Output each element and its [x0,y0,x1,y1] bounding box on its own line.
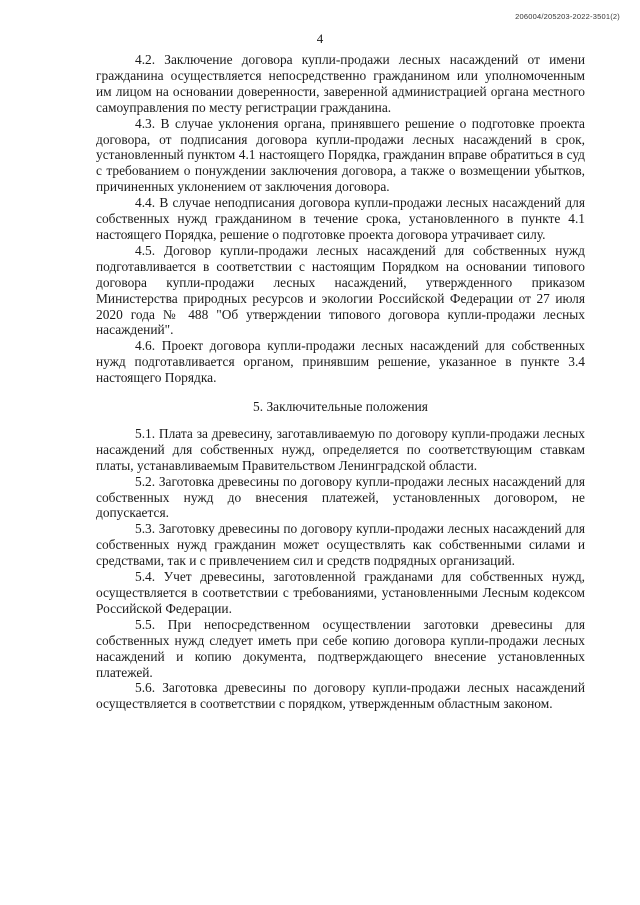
document-id: 206004/205203-2022-3501(2) [515,12,620,21]
paragraph-4-2: 4.2. Заключение договора купли-продажи лесных насаждений от имени гражданина осуществляется непосредственно гражданином или уполномоченным им лицом на основании доверенности, заверенной администрацией органа местного самоуправления по месту регистрации гражданина. [96,52,585,115]
paragraph-5-1: 5.1. Плата за древесину, заготавливаемую по договору купли-продажи лесных насаждений для собственных нужд, определяется по соответствующим ставкам платы, устанавливаемым Правительством Ленинградской области. [96,425,585,473]
paragraph-5-2: 5.2. Заготовка древесины по договору купли-продажи лесных насаждений для собственных нужд до внесения платежей, установленных договором, не допускается. [96,473,585,521]
paragraph-5-4: 5.4. Учет древесины, заготовленной гражданами для собственных нужд, осуществляется в соответствии с требованиями, установленными Лесным кодексом Российской Федерации. [96,569,585,616]
paragraph-4-6: 4.6. Проект договора купли-продажи лесных насаждений для собственных нужд подготавливается органом, принявшим решение, указанное в пункте 3.4 настоящего Порядка. [96,338,585,386]
paragraph-4-5: 4.5. Договор купли-продажи лесных насаждений для собственных нужд подготавливается в соответствии с настоящим Порядком на основании типового договора купли-продажи лесных насаждений, утвержденного приказом Министерства природных ресурсов и экологии Российской Федерации от 27 июля 2020 года № 488 "Об утверждении типового договора купли-продажи лесных насаждений". [96,242,585,338]
paragraph-4-3: 4.3. В случае уклонения органа, принявшего решение о подготовке проекта договора, от подписания договора купли-продажи лесных насаждений в срок, установленный пунктом 4.1 настоящего Порядка, гражданин вправе обратиться в суд с требованием о понуждении заключения договора, а также о возмещении убытков, причиненных уклонением от заключения договора. [96,115,585,195]
page-number: 4 [316,31,324,46]
section-heading: 5. Заключительные положения [253,399,428,415]
paragraph-5-3: 5.3. Заготовку древесины по договору купли-продажи лесных насаждений для собственных нужд гражданин может осуществлять как собственными силами и средствами, так и с привлечением сил и средств подрядных организаций. [96,521,585,569]
paragraph-5-5: 5.5. При непосредственном осуществлении заготовки древесины для собственных нужд следует иметь при себе копию договора купли-продажи лесных насаждений и копию документа, подтверждающего внесение установленных платежей. [96,616,585,680]
paragraph-4-4: 4.4. В случае неподписания договора купли-продажи лесных насаждений для собственных нужд гражданином в течение срока, установленного в пункте 4.1 настоящего Порядка, решение о подготовке проекта договора утрачивает силу. [96,195,585,242]
document-body [96,52,585,712]
paragraph-5-6: 5.6. Заготовка древесины по договору купли-продажи лесных насаждений осуществляется в соответствии с порядком, утвержденным областным законом. [96,680,585,712]
